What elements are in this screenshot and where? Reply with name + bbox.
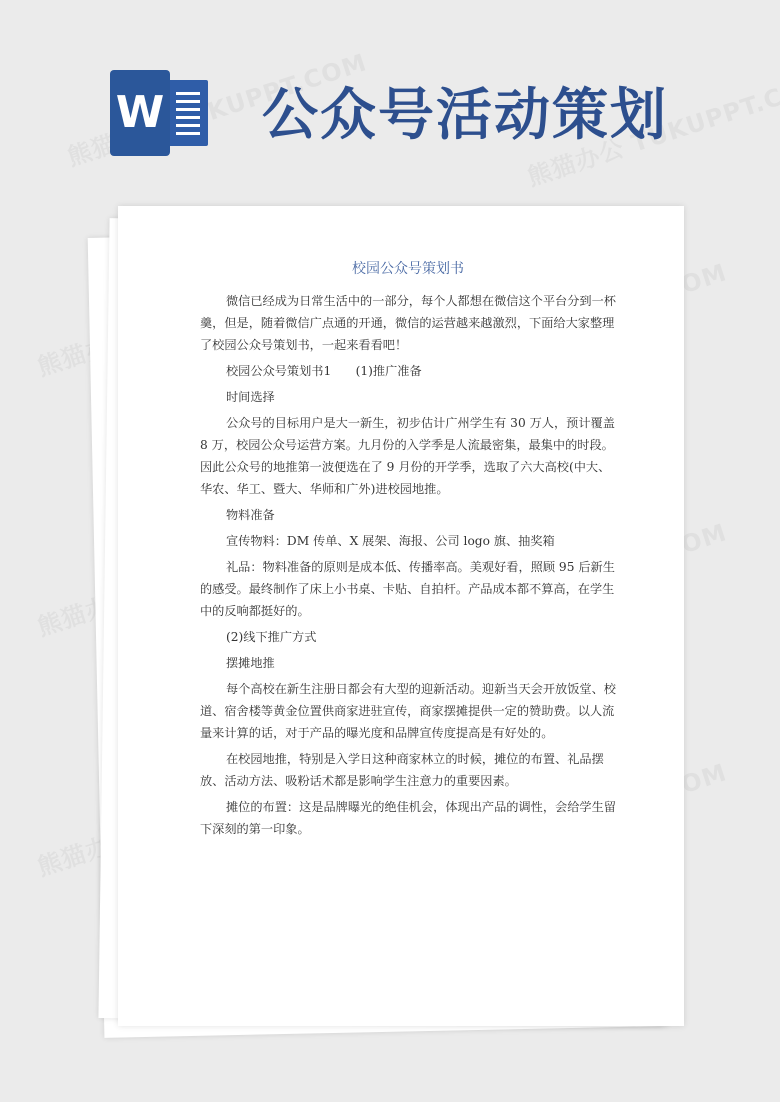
document-title: 校园公众号策划书 (352, 261, 464, 277)
paragraph: 公众号的目标用户是大一新生，初步估计广州学生有 30 万人，预计覆盖 8 万，校园公众号运营方案。九月份的入学季是人流最密集，最集中的时段。因此公众号的地推第一波便选在了 9 月份的开学季，选取了六大高校(中大、华农、华工、暨大、华师和广外)进校园地推。 (200, 416, 615, 496)
paragraph: (2)线下推广方式 (226, 630, 317, 644)
paragraph: 摊位的布置：这是品牌曝光的绝佳机会，体现出产品的调性，会给学生留下深刻的第一印象。 (200, 800, 616, 836)
paragraph-list (200, 290, 616, 840)
paragraph: 摆摊地推 (226, 656, 275, 670)
document-body (200, 258, 616, 844)
paragraph: 物料准备 (226, 508, 275, 522)
paragraph: 礼品：物料准备的原则是成本低、传播率高。美观好看，照顾 95 后新生的感受。最终制作了床上小书桌、卡贴、自拍杆。产品成本都不算高，在学生中的反响都挺好的。 (200, 560, 615, 618)
paragraph: 微信已经成为日常生活中的一部分，每个人都想在微信这个平台分到一杯羹，但是，随着微信广点通的开通，微信的运营越来越激烈，下面给大家整理了校园公众号策划书，一起来看看吧！ (200, 294, 616, 352)
word-logo-letter: W (110, 70, 170, 156)
paragraph: 宣传物料：DM 传单、X 展架、海报、公司 logo 旗、抽奖箱 (226, 534, 555, 548)
paragraph: 时间选择 (226, 390, 275, 404)
page-title: 公众号活动策划 (262, 82, 668, 148)
paragraph: 在校园地推，特别是入学日这种商家林立的时候，摊位的布置、礼品摆放、活动方法、吸粉话术都是影响学生注意力的重要因素。 (200, 752, 604, 788)
paragraph: 校园公众号策划书1 (1)推广准备 (226, 364, 422, 378)
paragraph: 每个高校在新生注册日都会有大型的迎新活动。迎新当天会开放饭堂、校道、宿舍楼等黄金位置供商家进驻宣传，商家摆摊提供一定的赞助费。以人流量来计算的话，对于产品的曝光度和品牌宣传度提高是有好处的。 (200, 682, 616, 740)
word-icon (110, 70, 208, 156)
